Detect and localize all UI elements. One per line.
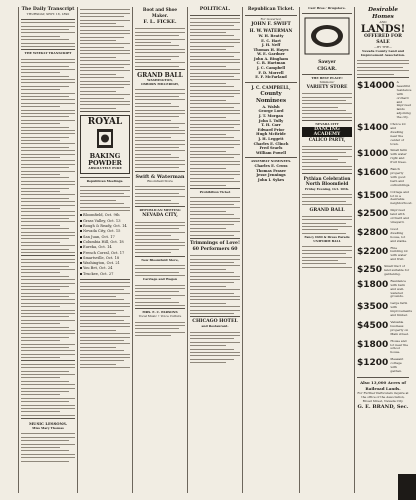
candidate-list (245, 34, 297, 80)
section-heading: THE WEEKLY TRANSCRIPT (24, 51, 72, 56)
property-price: $250 (357, 265, 383, 276)
campbell-heading: J. C. CAMPBELL, (251, 84, 291, 90)
boot-ad-text (135, 28, 185, 66)
candidate-entry (245, 75, 297, 80)
for-governor: For Governor, (260, 17, 282, 21)
property-description: Improved land with orchard and vineyard. (390, 208, 409, 224)
nominee-name: Fred Searls (259, 146, 283, 151)
calico-heading: CALICO PARTY, (308, 137, 346, 143)
property-item (357, 321, 409, 337)
property-description: Cottage and lot in a desirable neighborhood. (390, 189, 413, 206)
nominee-name: John I. Tully (258, 118, 284, 123)
candidate-name: John A. Bingham (253, 56, 289, 61)
column-1 (21, 7, 75, 493)
uniform-ball-heading: UNIFORM BALL (313, 239, 341, 244)
candidate-name: F. D. Morrell (258, 70, 284, 75)
meeting-place: French Corral, Oct. 17 (83, 250, 125, 255)
property-description: A beautiful residence with orchard and improved lands adjoining the city. (396, 79, 412, 120)
masthead-title: The Daily Transcript (21, 7, 75, 12)
nominee-name: Hugh McBride (256, 132, 286, 137)
boot-heading: Boot and Shoe Maker. (142, 7, 178, 18)
chicago-hotel-heading: CHICAGO HOTEL (192, 319, 238, 325)
meetings-intro (80, 186, 130, 211)
column-rule (299, 7, 300, 493)
bullet-icon (80, 241, 82, 243)
candidate-name: W. E. Gardner (257, 52, 285, 57)
bullet-icon (80, 257, 82, 259)
royal-tagline: ABSOLUTELY PURE (88, 166, 122, 171)
property-description: Ranch property with good barn and outbuildings. (390, 167, 411, 187)
lands-heading: LANDS! (360, 23, 406, 35)
meeting-place: Washington, Oct. 21 (83, 261, 120, 266)
meeting-list (80, 213, 130, 277)
ball-hall: OSBORN MILLERIGH, (141, 81, 179, 86)
nominee-name: A. Walsh (262, 104, 280, 109)
property-price: $1500 (357, 190, 389, 201)
variety-text (302, 93, 352, 118)
restaurant-heading: and Restaurant. (201, 324, 229, 329)
best-place-heading: THE BEST PLACE! (311, 75, 343, 80)
dancing-text (302, 146, 352, 171)
grand-ball-heading: GRAND BALL (137, 72, 183, 80)
property-price: $1200 (357, 358, 389, 369)
article-body-2 (21, 259, 75, 358)
prohibition-text (190, 197, 240, 235)
lieutenant-name: H. W. WATERMAN (249, 27, 293, 33)
property-item (357, 149, 409, 165)
column-6 (302, 7, 352, 493)
by-the: —BY THE— (374, 44, 392, 49)
property-price: $4500 (357, 321, 389, 331)
county-nominees-heading: County Nominees (255, 90, 287, 104)
property-item (357, 168, 409, 188)
mrs-parsons-trade: Vocal Music • Voice Culture (138, 314, 182, 319)
powder-word: POWDER (88, 159, 122, 168)
property-item (357, 228, 409, 244)
nominee-name: Charles E. Clinch (253, 141, 289, 146)
further-particulars: For Further Particulars inquire at the office of the Association, Broad Street, Nevada City. (357, 390, 409, 403)
academy-banner: ACADEMY (302, 132, 352, 137)
music-lessons-heading: MUSIC LESSONS. (28, 421, 68, 427)
meeting-place: Smartsville, Oct. 18 (83, 255, 120, 260)
property-item (357, 265, 409, 277)
carriage-text (135, 285, 185, 306)
nominee-name: Charles E. Cross (254, 164, 288, 169)
nominee-name: Thomas Fraser (255, 168, 286, 173)
column-5 (245, 7, 297, 493)
uniform-ball-text (302, 246, 352, 267)
county-list (245, 105, 297, 156)
candidate-name: C. R. Hartman (256, 61, 286, 66)
property-description: Large farm with improvements and timber. (390, 301, 413, 318)
property-price: $14000 (357, 80, 395, 91)
mrs-parsons-text (135, 322, 185, 337)
music-teacher: Miss Mary Thomas (32, 426, 64, 431)
bullet-icon (80, 252, 82, 254)
meeting-place: Columbia Hill, Oct. 18 (83, 239, 124, 244)
article-body-3 (21, 364, 75, 416)
bullet-icon (80, 225, 82, 227)
candidate-name: W. H. Beatty (258, 33, 284, 38)
candidate-name: Thomas H. Hayes (253, 47, 289, 52)
bullet-icon (80, 230, 82, 232)
nevada-city-heading: NEVADA CITY (315, 122, 339, 127)
dancing-banner: DANCING (302, 127, 352, 132)
county-nominee (245, 151, 297, 156)
property-description: Choice lot and dwelling near the center of town. (390, 122, 406, 146)
meeting-item (80, 272, 130, 277)
property-item (357, 123, 409, 146)
offered-heading: OFFERED FOR SALE (363, 33, 402, 45)
column-rule (132, 7, 133, 493)
political-text (190, 18, 240, 185)
bloomfield-text (135, 265, 185, 276)
property-price: $1000 (357, 149, 389, 160)
property-item (357, 247, 409, 263)
assembly-list (245, 164, 297, 178)
republican-meetings-heading: Republican Meetings. (86, 179, 124, 184)
meeting-place: Bloomfield, Oct. 9th (83, 213, 120, 218)
masthead-text (21, 22, 75, 47)
meeting-place: Grass Valley, Oct. 13 (83, 218, 121, 223)
candidate-name: J. C. Campbell (256, 66, 286, 71)
royal-word: ROYAL (87, 117, 123, 128)
property-item (357, 209, 409, 225)
column-rule (187, 7, 188, 493)
john-sykes: John I. Sykes (257, 178, 285, 183)
property-price: $1800 (357, 279, 389, 290)
republican-town: NEVADA CITY, (142, 213, 178, 219)
property-description: Small tract of land suitable for gardening. (384, 264, 410, 276)
bullet-icon (80, 220, 82, 222)
republican-ticket-heading: Republican Ticket. (247, 7, 295, 12)
nominee-name: William Powell (256, 150, 286, 155)
property-price: $2800 (357, 227, 389, 238)
sawyer-cigar-illustration (302, 16, 352, 56)
trimmings-heading: Trimmings of Love! (190, 240, 240, 246)
ball-ad-text (135, 89, 185, 168)
column-7 (357, 7, 413, 493)
property-price: $2200 (357, 246, 389, 257)
column-2 (80, 7, 130, 493)
chicago-hotel-text (190, 332, 240, 364)
candidate-name: J. H. Neff (261, 43, 281, 48)
property-listing (357, 79, 413, 374)
association-name: Nevada County Land and Improvement Association. (361, 48, 405, 57)
property-item (357, 358, 409, 374)
meeting-place: Nevada City, Oct. 15 (83, 229, 121, 234)
republican-meeting-text (135, 222, 185, 254)
grand-ball-heading: GRAND BALL (309, 207, 345, 213)
baking-powder-can-icon (92, 127, 118, 149)
royal-baking-powder-ad (80, 115, 130, 174)
assembly-heading: ASSEMBLY NOMINEES. (250, 159, 292, 164)
swift-heading: Swift & Waterman (135, 173, 185, 180)
meeting-place: San Juan, Oct. 17 (83, 234, 115, 239)
property-price: $2500 (357, 209, 389, 220)
nominee-name: J. H. Leggett (258, 137, 284, 141)
meeting-place: You Bet, Oct. 24 (83, 266, 113, 271)
bullet-icon (80, 246, 82, 248)
property-item (357, 340, 409, 356)
trimmings-text (190, 255, 240, 314)
republican-meeting-heading: REPUBLICAN MEETING (139, 208, 181, 213)
property-item (357, 301, 413, 318)
column-rule (77, 7, 78, 493)
property-item (357, 189, 413, 207)
masthead-date: THURSDAY, SEPT. 18, 1890 (26, 12, 70, 16)
candidate-name: E. C. Hart (261, 38, 281, 43)
baking-word: BAKING (89, 152, 121, 161)
ball-place: WASHINGTON, (147, 78, 173, 83)
property-price: $1400 (357, 123, 389, 134)
nominee-name: Edward Prior (257, 127, 285, 132)
article-body (21, 59, 75, 253)
nominee-name: Jesse Jennings (256, 173, 286, 178)
property-description: House and lot near the school house. (390, 338, 409, 355)
property-description: Fine building lot with water and fruit. (390, 245, 408, 262)
carriage-heading: Carriage and Wagon (142, 277, 178, 282)
boot-name: F. L. FICKE. (143, 19, 177, 25)
performers-heading: 60 Performers 60 (192, 246, 238, 252)
meeting-place: Eureka, Oct. 14 (83, 245, 112, 250)
fancy-drill-heading: Fancy Drill & Dress Parade (304, 235, 350, 240)
property-description: Residence with barn and well-watered grounds. (390, 278, 406, 299)
article-body-2 (80, 282, 130, 368)
column-3 (135, 7, 185, 493)
swift-text (135, 186, 185, 204)
property-description: Pleasant cottage with garden. (390, 357, 404, 373)
property-price: $1600 (357, 168, 389, 179)
property-description: Small farm with water right and fruit trees. (390, 148, 408, 165)
swift-sub: Bloomfield Store (147, 178, 173, 183)
article-body (80, 9, 130, 108)
variety-store-heading: VARIETY STORE (306, 84, 348, 90)
friday-line: Friday Evening, Oct. 10th. (305, 186, 349, 191)
music-lessons-text (21, 433, 75, 461)
association-text (357, 60, 409, 75)
sawyer-text: Sawyer (318, 59, 336, 65)
bullet-icon (80, 262, 82, 264)
property-item (357, 79, 412, 120)
north-bloomfield-heading: North Bloomfield (305, 181, 349, 187)
property-price: $3500 (357, 302, 389, 313)
column-rule (242, 7, 243, 493)
cigar-text: CIGAR. (317, 65, 337, 72)
property-description: Valuable business property on Main street. (390, 320, 409, 336)
bullet-icon (80, 273, 82, 275)
grand-ball-text (302, 216, 352, 234)
and-word: AND (379, 20, 387, 24)
column-rule (354, 7, 355, 493)
carr-bros-heading: Carr Bros.' Drugstore. (308, 6, 346, 10)
simmons-heading: Simmons' (319, 79, 335, 84)
scan-edge-shadow (398, 474, 416, 500)
prohibition-heading: Prohibition Ticket (199, 189, 231, 194)
newspaper-page (18, 7, 411, 493)
meeting-place: Rough & Ready, Oct. 14 (83, 224, 127, 229)
pythian-heading: Pythian Celebration (303, 175, 351, 181)
nominee-name: J. T. Morgan (258, 114, 284, 119)
also-acres-heading: Also 13,000 Acres of Railroad Lands. (360, 379, 406, 391)
property-description: Good dwelling house, lot and stable. (390, 226, 408, 243)
nominee-name: T. H. Carr (261, 123, 281, 128)
candidate-name: E. F. McFarland (255, 75, 287, 80)
political-heading: POLITICAL. (199, 7, 231, 12)
column-4 (190, 7, 240, 493)
property-item (357, 280, 409, 300)
pythian-text (302, 194, 352, 205)
new-bloomfield-heading: New Bloomfield Store, (141, 257, 179, 262)
mrs-parsons-name: MRS. E. C. PARSONS (142, 310, 178, 315)
nominee-name: George Lord (258, 109, 284, 114)
desirable-homes-heading: Desirable Homes (368, 7, 398, 20)
bullet-icon (80, 267, 82, 269)
meeting-place: Truckee, Oct. 27 (83, 271, 114, 276)
signature: G. E. BRAND, Sec. (357, 403, 409, 410)
bullet-icon (80, 214, 82, 216)
governor-name: JOHN F. SWIFT (251, 21, 291, 27)
property-price: $1800 (357, 339, 389, 350)
bullet-icon (80, 236, 82, 238)
